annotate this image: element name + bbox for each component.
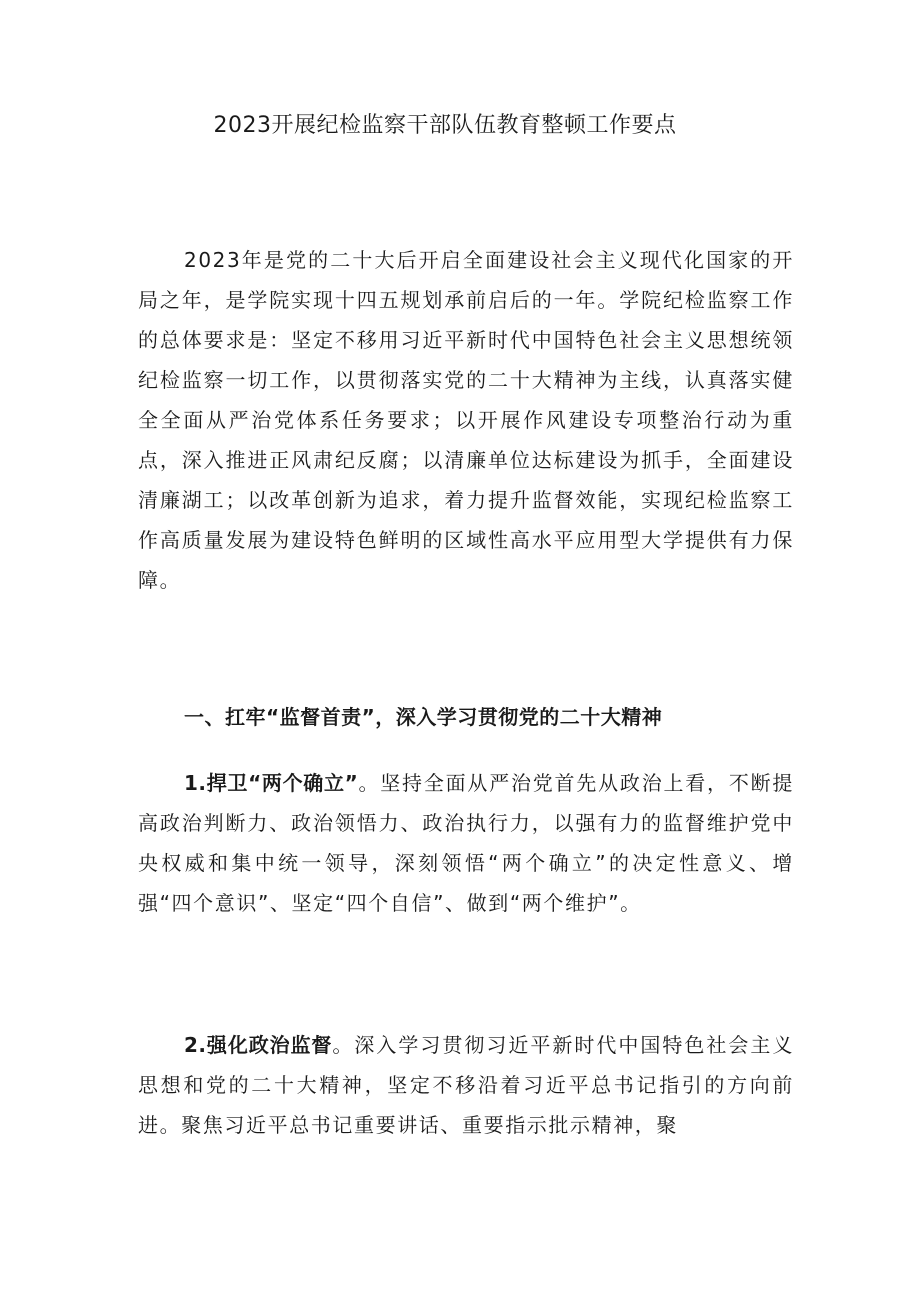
item-text: 。深入学习贯彻习近平新时代中国特色社会主义思想和党的二十大精神，坚定不移沿着习近平总书记指引的方向前进。聚焦习近平总书记重要讲话、重要指示批示精神，聚: [138, 1033, 794, 1137]
item-lead: .强化政治监督: [198, 1033, 333, 1057]
list-item: [138, 1025, 794, 1155]
item-lead: .捍卫“两个确立”: [198, 771, 359, 795]
item-number: 2: [184, 1033, 199, 1057]
item-text: 。坚持全面从严治党首先从政治上看，不断提高政治判断力、政治领悟力、政治执行力，以强有力的监督维护党中央权威和集中统一领导，深刻领悟“两个确立”的决定性意义、增强“四个意识”、坚定“四个自信”、做到“两个维护”。: [138, 771, 795, 915]
section-1-heading: 一、扛牢“监督首责”，深入学习贯彻党的二十大精神: [184, 705, 663, 729]
document-title: 2023开展纪检监察干部队伍教育整顿工作要点: [213, 113, 677, 138]
item-number: 1: [184, 771, 199, 795]
list-item: [138, 763, 794, 973]
intro-paragraph: 2023年是党的二十大后开启全面建设社会主义现代化国家的开局之年，是学院实现十四五规划承前启后的一年。学院纪检监察工作的总体要求是：坚定不移用习近平新时代中国特色社会主义思想统领纪检监察一切工作，以贯彻落实党的二十大精神为主线，认真落实健全全面从严治党体系任务要求；以开展作风建设专项整治行动为重点，深入推进正风肃纪反腐；以清廉单位达标建设为抓手，全面建设清廉湖工；以改革创新为追求，着力提升监督效能，实现纪检监察工作高质量发展为建设特色鲜明的区域性高水平应用型大学提供有力保障。: [138, 248, 794, 592]
